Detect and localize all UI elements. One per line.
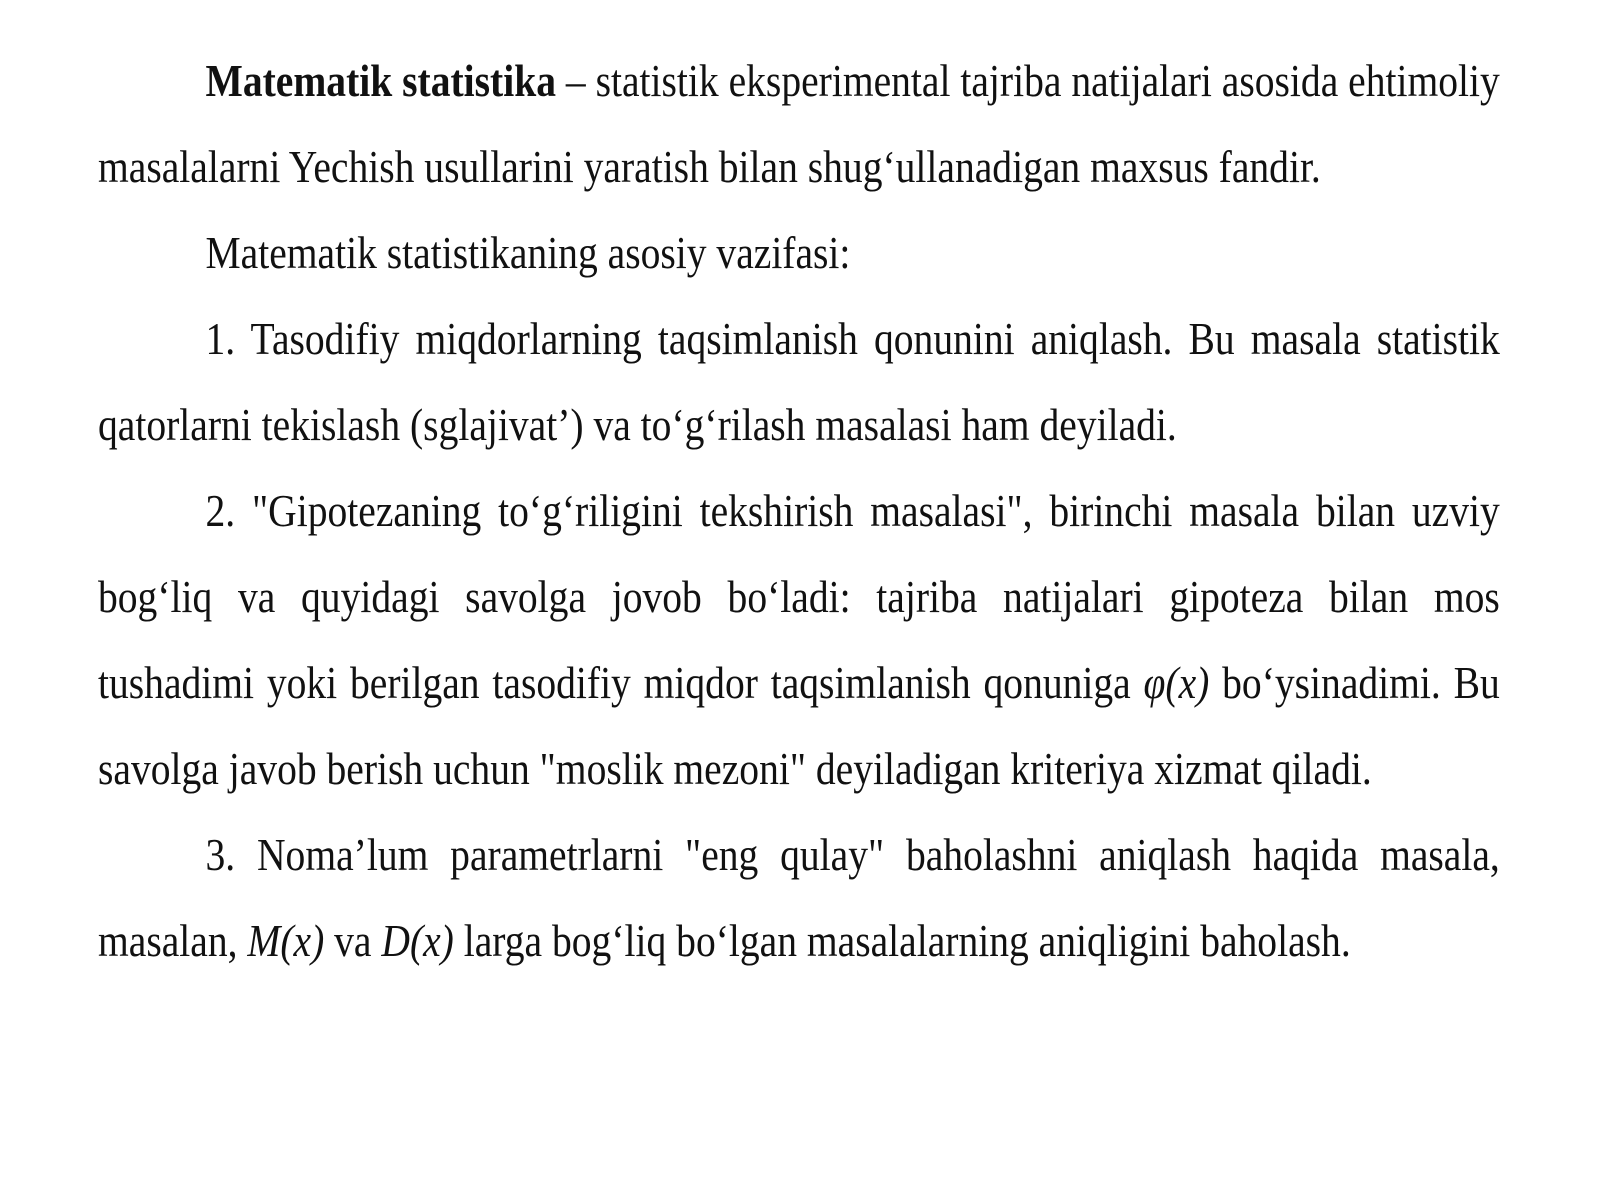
document-page (98, 38, 1500, 984)
tasks-heading: Matematik statistikaning asosiy vazifasi: (205, 227, 851, 278)
item-2-text-start: 2. "Gipotezaning to‘g‘riligini tekshirish masalasi", birinchi masala bilan uzviy bog‘liq va quyidagi savolga jovob bo‘ladi: tajriba natijalari gipoteza bilan mos tushadimi yoki berilgan tasodifiy miqdor taqsimlanish qonuniga (98, 485, 1500, 708)
item-2-text-end: bo‘ysinadimi. Bu savolga javob berish uchun "moslik mezoni" deyiladigan kriteriya xizmat qiladi. (98, 657, 1500, 794)
item-3-text-start: 3. Noma’lum parametrlarni "eng qulay" baholashni aniqlash haqida masala, masalan, (98, 829, 1500, 966)
list-item-2 (98, 468, 1500, 812)
document-body (98, 38, 1500, 984)
intro-paragraph (98, 38, 1500, 210)
definition-text: – statistik eksperimental tajriba natijalari asosida ehtimoliy masalalarni Yechish usullarini yaratish bilan shug‘ullanadigan maxsus fandir. (98, 55, 1500, 192)
item-3-conjunction: va (324, 915, 382, 966)
formula-phi-x: φ(x) (1143, 657, 1210, 708)
item-3-text-end: larga bog‘liq bo‘lgan masalalarning aniqligini baholash. (453, 915, 1351, 966)
formula-d-x: D(x) (381, 915, 454, 966)
list-item-3 (98, 812, 1500, 984)
list-item-1: 1. Tasodifiy miqdorlarning taqsimlanish qonunini aniqlash. Bu masala statistik qatorlarni tekislash (sglajivat’) va to‘g‘rilash masalasi ham deyiladi. (98, 313, 1500, 450)
formula-m-x: M(x) (247, 915, 325, 966)
defined-term: Matematik statistika (205, 55, 557, 106)
